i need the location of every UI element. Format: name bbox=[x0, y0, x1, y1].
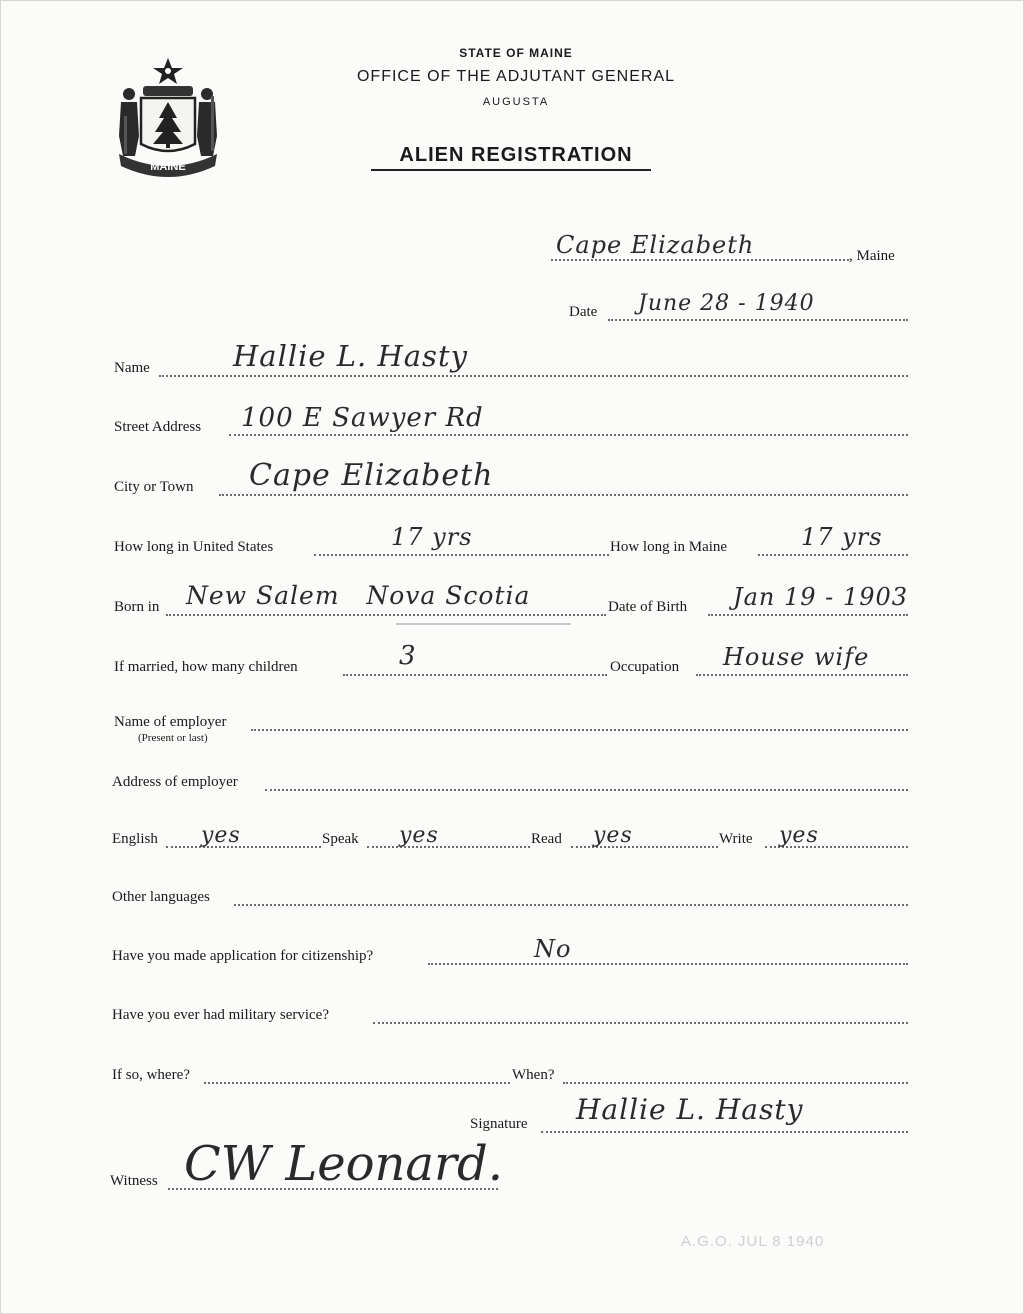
form-title: ALIEN REGISTRATION bbox=[399, 144, 633, 166]
city-label: City or Town bbox=[114, 479, 194, 495]
born-in-value: New Salem Nova Scotia bbox=[186, 581, 531, 610]
how-long-maine-value: 17 yrs bbox=[801, 523, 883, 551]
witness-value: CW Leonard. bbox=[184, 1136, 503, 1192]
how-long-us-line bbox=[314, 554, 609, 556]
name-label: Name bbox=[114, 360, 150, 376]
where-label: If so, where? bbox=[112, 1067, 190, 1083]
english-line bbox=[166, 846, 321, 848]
citizenship-label: Have you made application for citizenship? bbox=[112, 948, 374, 964]
office-heading: OFFICE OF THE ADJUTANT GENERAL bbox=[356, 68, 676, 85]
english-value: yes bbox=[201, 823, 241, 848]
street-line bbox=[229, 434, 908, 436]
city-heading: AUGUSTA bbox=[482, 96, 550, 108]
pencil-mark bbox=[396, 623, 571, 625]
employer-name-sublabel: (Present or last) bbox=[138, 732, 208, 744]
children-label: If married, how many children bbox=[114, 659, 298, 675]
signature-value: Hallie L. Hasty bbox=[576, 1093, 804, 1126]
signature-label: Signature bbox=[470, 1116, 528, 1132]
employer-name-label: Name of employer bbox=[114, 714, 227, 730]
date-of-birth-value: Jan 19 - 1903 bbox=[733, 583, 908, 611]
read-value: yes bbox=[593, 823, 633, 848]
military-label: Have you ever had military service? bbox=[112, 1007, 329, 1023]
date-line bbox=[608, 319, 908, 321]
place-state-label: , Maine bbox=[849, 248, 895, 264]
occupation-value: House wife bbox=[723, 643, 870, 671]
place-town-value: Cape Elizabeth bbox=[556, 231, 755, 259]
how-long-maine-line bbox=[758, 554, 908, 556]
date-of-birth-label: Date of Birth bbox=[608, 599, 688, 615]
seal-banner-text: MAINE bbox=[150, 161, 186, 173]
speak-value: yes bbox=[399, 823, 439, 848]
write-value: yes bbox=[779, 823, 819, 848]
received-stamp: A.G.O. JUL 8 1940 bbox=[681, 1233, 825, 1250]
when-label: When? bbox=[512, 1067, 555, 1083]
write-label: Write bbox=[719, 831, 753, 847]
state-heading: STATE OF MAINE bbox=[459, 46, 573, 60]
witness-label: Witness bbox=[110, 1173, 158, 1189]
employer-name-line bbox=[251, 729, 908, 731]
title-underline bbox=[371, 169, 651, 171]
place-line bbox=[551, 259, 849, 261]
date-value: June 28 - 1940 bbox=[638, 291, 815, 316]
employer-address-line bbox=[265, 789, 908, 791]
other-languages-label: Other languages bbox=[112, 889, 210, 905]
street-label: Street Address bbox=[114, 419, 202, 435]
how-long-us-label: How long in United States bbox=[114, 539, 274, 555]
where-line bbox=[204, 1082, 510, 1084]
employer-address-label: Address of employer bbox=[112, 774, 238, 790]
occupation-line bbox=[696, 674, 908, 676]
other-languages-line bbox=[234, 904, 908, 906]
read-label: Read bbox=[531, 831, 562, 847]
how-long-maine-label: How long in Maine bbox=[610, 539, 728, 555]
children-line bbox=[343, 674, 607, 676]
children-value: 3 bbox=[399, 641, 417, 671]
how-long-us-value: 17 yrs bbox=[391, 523, 473, 551]
date-of-birth-line bbox=[708, 614, 908, 616]
citizenship-line bbox=[428, 963, 908, 965]
maine-seal-icon bbox=[111, 56, 226, 181]
born-in-line bbox=[166, 614, 606, 616]
city-line bbox=[219, 494, 908, 496]
born-in-label: Born in bbox=[114, 599, 160, 615]
english-label: English bbox=[112, 831, 158, 847]
speak-line bbox=[367, 846, 530, 848]
military-line bbox=[373, 1022, 908, 1024]
name-line bbox=[159, 375, 908, 377]
city-value: Cape Elizabeth bbox=[249, 458, 494, 493]
speak-label: Speak bbox=[322, 831, 359, 847]
occupation-label: Occupation bbox=[610, 659, 680, 675]
signature-line bbox=[541, 1131, 908, 1133]
street-value: 100 E Sawyer Rd bbox=[241, 403, 484, 433]
date-label: Date bbox=[569, 304, 598, 320]
citizenship-value: No bbox=[534, 935, 572, 963]
when-line bbox=[563, 1082, 908, 1084]
name-value: Hallie L. Hasty bbox=[233, 339, 468, 373]
